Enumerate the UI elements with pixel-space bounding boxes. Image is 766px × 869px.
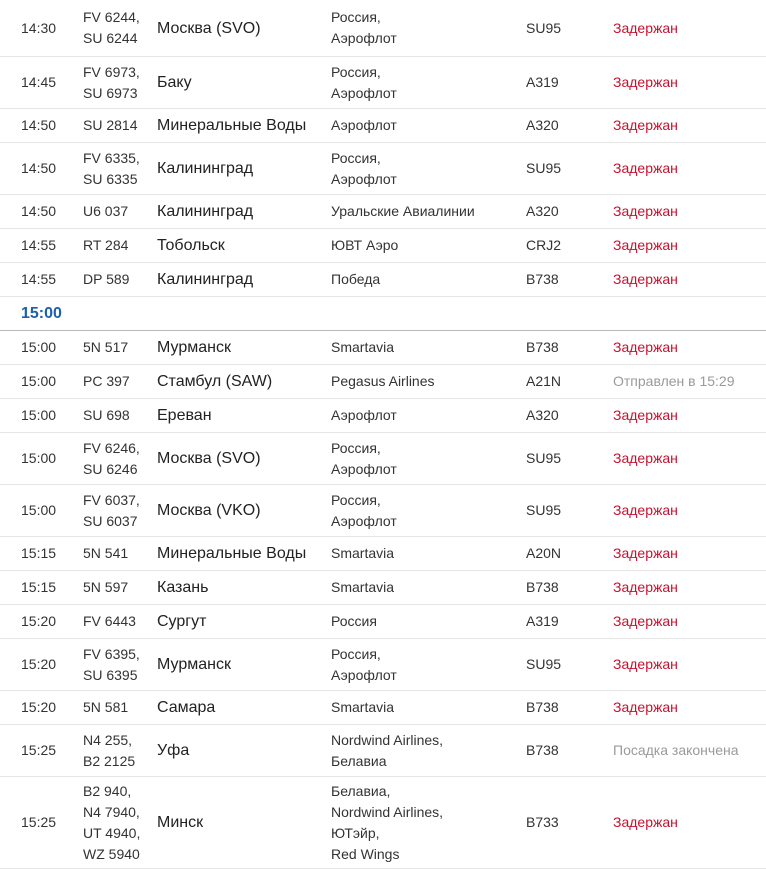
flight-status: Задержан bbox=[613, 579, 678, 595]
airline-names bbox=[331, 62, 526, 104]
destination-city: Уфа bbox=[157, 742, 190, 759]
airline-names bbox=[331, 148, 526, 190]
flight-row[interactable] bbox=[0, 195, 766, 229]
flight-number: 5N 541 bbox=[83, 545, 129, 561]
flight-number: WZ 5940 bbox=[83, 845, 140, 862]
airline-names bbox=[331, 201, 526, 222]
flight-row[interactable] bbox=[0, 777, 766, 869]
airline-names bbox=[331, 337, 526, 358]
departure-time: 14:50 bbox=[21, 203, 57, 219]
airline-name: Победа bbox=[331, 271, 381, 287]
airline-names bbox=[331, 438, 526, 480]
aircraft-type: B738 bbox=[526, 742, 559, 758]
flight-number: RT 284 bbox=[83, 237, 129, 253]
departure-time: 15:00 bbox=[21, 339, 57, 355]
airline-names bbox=[331, 781, 526, 865]
flight-row[interactable] bbox=[0, 57, 766, 109]
aircraft-type: A20N bbox=[526, 545, 562, 561]
flight-number: SU 6335 bbox=[83, 170, 138, 187]
flight-number: 5N 581 bbox=[83, 699, 129, 715]
flight-numbers bbox=[83, 115, 157, 136]
airline-names bbox=[331, 405, 526, 426]
airline-name: Россия, bbox=[331, 9, 381, 25]
airline-name: Аэрофлот bbox=[331, 117, 397, 133]
airline-names bbox=[331, 697, 526, 718]
flight-row[interactable] bbox=[0, 485, 766, 537]
airline-name: Белавиа bbox=[331, 752, 387, 769]
flight-status: Задержан bbox=[613, 117, 678, 133]
aircraft-type: SU95 bbox=[526, 160, 562, 176]
flight-numbers bbox=[83, 730, 157, 772]
airline-name: Pegasus Airlines bbox=[331, 373, 435, 389]
flight-row[interactable] bbox=[0, 571, 766, 605]
flight-number: FV 6037, bbox=[83, 491, 140, 508]
airline-name: Smartavia bbox=[331, 545, 395, 561]
airline-names bbox=[331, 577, 526, 598]
destination-city: Мурманск bbox=[157, 339, 231, 356]
flight-status: Задержан bbox=[613, 545, 678, 561]
departure-time: 15:00 bbox=[21, 373, 57, 389]
flight-status: Задержан bbox=[613, 502, 678, 518]
destination-city: Стамбул (SAW) bbox=[157, 373, 273, 390]
destination-city: Минск bbox=[157, 814, 204, 831]
flight-status: Задержан bbox=[613, 237, 678, 253]
destination-city: Москва (SVO) bbox=[157, 19, 261, 37]
flight-row[interactable] bbox=[0, 0, 766, 57]
flight-row[interactable] bbox=[0, 229, 766, 263]
flight-status: Задержан bbox=[613, 160, 678, 176]
flight-row[interactable] bbox=[0, 263, 766, 297]
departure-time: 14:50 bbox=[21, 160, 57, 176]
airline-name: Белавиа, bbox=[331, 782, 391, 799]
flight-status: Задержан bbox=[613, 450, 678, 466]
departure-time: 14:30 bbox=[21, 19, 57, 36]
flight-number: SU 6037 bbox=[83, 512, 138, 529]
destination-city: Москва (SVO) bbox=[157, 450, 261, 467]
departure-time: 15:00 bbox=[21, 450, 57, 466]
flight-number: N4 255, bbox=[83, 731, 133, 748]
destination-city: Тобольск bbox=[157, 237, 225, 254]
flight-number: FV 6973, bbox=[83, 63, 140, 80]
destination-city: Самара bbox=[157, 699, 216, 716]
flight-number: SU 6973 bbox=[83, 84, 138, 101]
flight-numbers bbox=[83, 235, 157, 256]
flight-numbers bbox=[83, 781, 157, 865]
flight-status: Задержан bbox=[613, 203, 678, 219]
destination-city: Казань bbox=[157, 579, 209, 596]
airline-name: Россия, bbox=[331, 491, 381, 508]
flight-status: Задержан bbox=[613, 271, 678, 287]
flight-number: SU 6244 bbox=[83, 30, 138, 46]
flight-row[interactable] bbox=[0, 109, 766, 143]
flight-number: PC 397 bbox=[83, 373, 130, 389]
departure-time: 14:55 bbox=[21, 237, 57, 253]
flight-number: SU 6395 bbox=[83, 666, 138, 683]
aircraft-type: CRJ2 bbox=[526, 237, 562, 253]
hour-header: 15:00 bbox=[0, 297, 766, 331]
aircraft-type: B738 bbox=[526, 579, 559, 595]
airline-names bbox=[331, 7, 526, 49]
airline-name: Smartavia bbox=[331, 699, 395, 715]
flight-numbers bbox=[83, 543, 157, 564]
flight-status: Отправлен в 15:29 bbox=[613, 373, 735, 389]
flight-row[interactable] bbox=[0, 691, 766, 725]
aircraft-type: SU95 bbox=[526, 19, 562, 36]
aircraft-type: SU95 bbox=[526, 502, 562, 518]
flight-numbers bbox=[83, 337, 157, 358]
aircraft-type: B738 bbox=[526, 271, 559, 287]
flight-row[interactable] bbox=[0, 605, 766, 639]
flight-numbers bbox=[83, 201, 157, 222]
aircraft-type: B738 bbox=[526, 339, 559, 355]
destination-city: Ереван bbox=[157, 407, 212, 424]
flight-row[interactable] bbox=[0, 433, 766, 485]
flight-row[interactable] bbox=[0, 725, 766, 777]
airline-name: Smartavia bbox=[331, 339, 395, 355]
aircraft-type: A21N bbox=[526, 373, 562, 389]
flight-number: FV 6335, bbox=[83, 149, 140, 166]
airline-name: Россия, bbox=[331, 63, 381, 80]
flight-row[interactable] bbox=[0, 537, 766, 571]
flight-number: SU 2814 bbox=[83, 117, 138, 133]
flight-numbers bbox=[83, 62, 157, 104]
airline-names bbox=[331, 235, 526, 256]
flight-number: SU 6246 bbox=[83, 460, 138, 477]
flight-numbers bbox=[83, 611, 157, 632]
flight-numbers bbox=[83, 490, 157, 532]
destination-city: Баку bbox=[157, 74, 192, 91]
airline-names bbox=[331, 269, 526, 290]
airline-names bbox=[331, 371, 526, 392]
flight-number: 5N 597 bbox=[83, 579, 129, 595]
airline-name: Россия, bbox=[331, 645, 381, 662]
destination-city: Сургут bbox=[157, 613, 207, 630]
airline-name: Уральские Авиалинии bbox=[331, 203, 475, 219]
departure-time: 15:20 bbox=[21, 699, 57, 715]
aircraft-type: B733 bbox=[526, 814, 559, 830]
flight-number: B2 2125 bbox=[83, 752, 136, 769]
departure-time: 15:25 bbox=[21, 742, 57, 758]
flight-number: UT 4940, bbox=[83, 824, 141, 841]
flight-numbers bbox=[83, 438, 157, 480]
flight-numbers bbox=[83, 697, 157, 718]
airline-names bbox=[331, 543, 526, 564]
flight-status: Задержан bbox=[613, 19, 678, 36]
flight-number: FV 6244, bbox=[83, 9, 140, 25]
flight-numbers bbox=[83, 269, 157, 290]
airline-name: Nordwind Airlines, bbox=[331, 803, 444, 820]
flight-numbers bbox=[83, 371, 157, 392]
aircraft-type: A319 bbox=[526, 74, 559, 90]
flight-status: Задержан bbox=[613, 339, 678, 355]
destination-city: Калининград bbox=[157, 271, 254, 288]
aircraft-type: B738 bbox=[526, 699, 559, 715]
flight-row[interactable] bbox=[0, 365, 766, 399]
departure-time: 15:15 bbox=[21, 579, 57, 595]
departure-time: 15:20 bbox=[21, 613, 57, 629]
airline-name: Аэрофлот bbox=[331, 84, 397, 101]
flight-status: Задержан bbox=[613, 407, 678, 423]
flight-number: DP 589 bbox=[83, 271, 130, 287]
flight-status: Задержан bbox=[613, 814, 678, 830]
airline-name: Россия bbox=[331, 613, 377, 629]
flight-status: Задержан bbox=[613, 699, 678, 715]
destination-city: Минеральные Воды bbox=[157, 545, 307, 562]
departure-time: 14:45 bbox=[21, 74, 57, 90]
flight-numbers bbox=[83, 577, 157, 598]
flight-row[interactable] bbox=[0, 399, 766, 433]
aircraft-type: A320 bbox=[526, 117, 559, 133]
departure-time: 15:00 bbox=[21, 502, 57, 518]
airline-name: Аэрофлот bbox=[331, 30, 397, 46]
airline-name: Аэрофлот bbox=[331, 666, 397, 683]
airline-names bbox=[331, 611, 526, 632]
flight-numbers bbox=[83, 644, 157, 686]
departure-time: 15:25 bbox=[21, 814, 57, 830]
departure-time: 14:55 bbox=[21, 271, 57, 287]
airline-name: Аэрофлот bbox=[331, 170, 397, 187]
aircraft-type: A319 bbox=[526, 613, 559, 629]
flight-number: FV 6246, bbox=[83, 439, 140, 456]
airline-name: Россия, bbox=[331, 439, 381, 456]
airline-names bbox=[331, 115, 526, 136]
flight-row[interactable] bbox=[0, 143, 766, 195]
aircraft-type: SU95 bbox=[526, 656, 562, 672]
flight-number: FV 6395, bbox=[83, 645, 140, 662]
departure-time: 15:15 bbox=[21, 545, 57, 561]
destination-city: Москва (VKO) bbox=[157, 502, 261, 519]
airline-name: Smartavia bbox=[331, 579, 395, 595]
airline-name: ЮВТ Аэро bbox=[331, 237, 399, 253]
airline-name: Nordwind Airlines, bbox=[331, 731, 444, 748]
flight-numbers bbox=[83, 405, 157, 426]
airline-name: Аэрофлот bbox=[331, 460, 397, 477]
destination-city: Калининград bbox=[157, 160, 254, 177]
airline-name: Аэрофлот bbox=[331, 512, 397, 529]
destination-city: Минеральные Воды bbox=[157, 117, 307, 134]
flight-numbers bbox=[83, 7, 157, 49]
airline-name: Аэрофлот bbox=[331, 407, 397, 423]
flight-number: 5N 517 bbox=[83, 339, 129, 355]
airline-name: ЮТэйр, bbox=[331, 824, 380, 841]
flight-numbers bbox=[83, 148, 157, 190]
departure-time: 14:50 bbox=[21, 117, 57, 133]
airline-name: Россия, bbox=[331, 149, 381, 166]
airline-names bbox=[331, 490, 526, 532]
departure-time: 15:00 bbox=[21, 407, 57, 423]
airline-name: Red Wings bbox=[331, 845, 400, 862]
flight-number: U6 037 bbox=[83, 203, 129, 219]
destination-city: Калининград bbox=[157, 203, 254, 220]
departure-time: 15:20 bbox=[21, 656, 57, 672]
aircraft-type: SU95 bbox=[526, 450, 562, 466]
flight-status: Задержан bbox=[613, 74, 678, 90]
flight-status: Задержан bbox=[613, 613, 678, 629]
airline-names bbox=[331, 644, 526, 686]
flight-row[interactable] bbox=[0, 331, 766, 365]
flight-row[interactable] bbox=[0, 639, 766, 691]
flight-status: Задержан bbox=[613, 656, 678, 672]
destination-city: Мурманск bbox=[157, 656, 231, 673]
flight-number: SU 698 bbox=[83, 407, 130, 423]
aircraft-type: A320 bbox=[526, 407, 559, 423]
airline-names bbox=[331, 730, 526, 772]
flight-status: Посадка закончена bbox=[613, 742, 739, 758]
aircraft-type: A320 bbox=[526, 203, 559, 219]
flight-number: B2 940, bbox=[83, 782, 132, 799]
flight-number: FV 6443 bbox=[83, 613, 136, 629]
flight-number: N4 7940, bbox=[83, 803, 140, 820]
